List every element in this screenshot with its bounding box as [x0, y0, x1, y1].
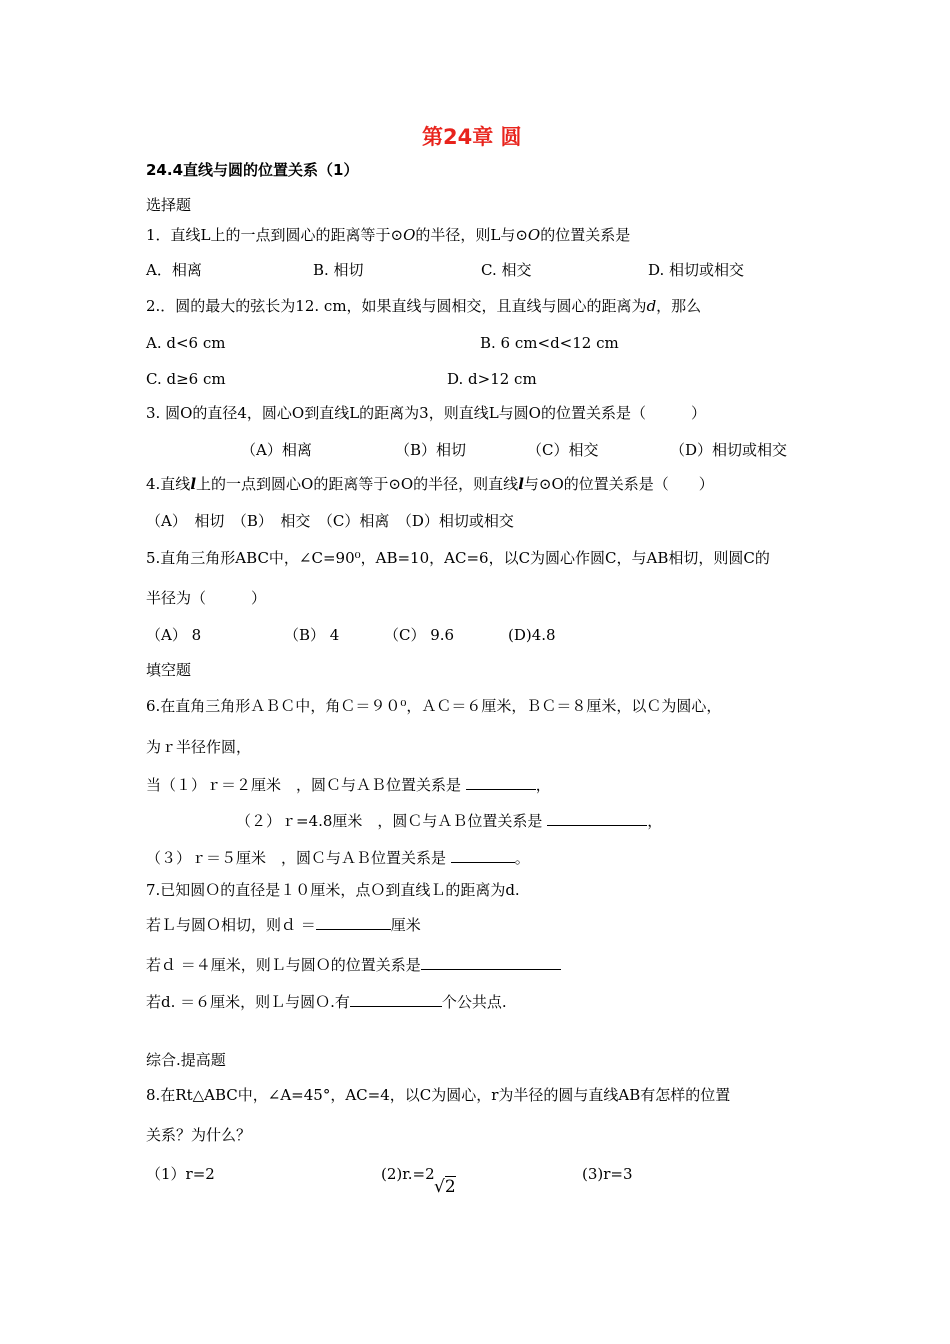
q2-option-b: B. 6 cm<d<12 cm — [480, 334, 619, 352]
answer-blank[interactable] — [547, 809, 647, 826]
answer-blank[interactable] — [316, 913, 391, 930]
question-2: 2.．圆的最大的弦长为12. cm，如果直线与圆相交，且直线与圆心的距离为d，那么 — [146, 297, 702, 315]
heading-choice: 选择题 — [146, 196, 192, 214]
section-heading: 24.4直线与圆的位置关系（1） — [146, 161, 359, 179]
question-1: 1．直线L上的一点到圆心的距离等于⊙O的半径，则L与⊙O的位置关系是 — [146, 226, 631, 244]
q3-option-c: （C）相交 — [527, 441, 599, 459]
q5-option-c: （C） 9.6 — [384, 626, 455, 644]
question-3: 3. 圆O的直径4，圆心O到直线L的距离为3，则直线L与圆O的位置关系是（ ） — [146, 404, 706, 422]
answer-blank[interactable] — [350, 990, 442, 1007]
q4-options: （A） 相切 （B） 相交 （C）相离 （D）相切或相交 — [146, 512, 514, 530]
q8-case-3: (3)r=3 — [582, 1165, 633, 1183]
question-7-part3: 若d. ＝６厘米，则Ｌ与圆Ｏ.有 个公共点. — [146, 990, 507, 1012]
q5-option-d: (D)4.8 — [508, 626, 556, 644]
question-6-line2: 为ｒ半径作圆， — [146, 738, 252, 756]
answer-blank[interactable] — [421, 953, 561, 970]
q1-option-d: D. 相切或相交 — [648, 261, 745, 279]
q3-option-b: （B）相切 — [395, 441, 467, 459]
question-6-line1: 6.在直角三角形ＡＢＣ中，角Ｃ＝９０⁰，ＡＣ＝６厘米，ＢＣ＝８厘米，以Ｃ为圆心， — [146, 697, 722, 715]
heading-fill: 填空题 — [146, 661, 192, 679]
q1-option-a: A．相离 — [146, 261, 202, 279]
answer-blank[interactable] — [466, 773, 536, 790]
q8-case-1: （1）r=2 — [146, 1165, 215, 1183]
question-5-line2: 半径为（ ） — [146, 589, 267, 607]
q1-option-c: C. 相交 — [481, 261, 532, 279]
q5-option-b: （B） 4 — [284, 626, 340, 644]
page-title: 第24章 圆 — [422, 125, 522, 149]
q2-option-d: D. d>12 cm — [447, 370, 537, 388]
question-8-line1: 8.在Rt△ABC中，∠A=45°，AC=4，以C为圆心，r为半径的圆与直线AB有怎样的位置 — [146, 1086, 731, 1104]
question-7-part1: 若Ｌ与圆Ｏ相切，则ｄ ＝ 厘米 — [146, 913, 421, 935]
q2-option-a: A. d<6 cm — [146, 334, 226, 352]
question-5-line1: 5.直角三角形ABC中，∠C=90⁰，AB=10，AC=6，以C为圆心作圆C，与AB相切，则圆C的 — [146, 549, 770, 567]
question-8-line2: 关系？为什么？ — [146, 1126, 252, 1144]
question-7-line1: 7.已知圆Ｏ的直径是１０厘米，点Ｏ到直线Ｌ的距离为d. — [146, 881, 520, 899]
answer-blank[interactable] — [451, 846, 515, 863]
question-4: 4.直线l上的一点到圆心O的距离等于⊙O的半径，则直线l与⊙O的位置关系是（ ） — [146, 475, 714, 493]
question-6-part2: （２）ｒ=4.8厘米 ，圆Ｃ与ＡＢ位置关系是 ， — [236, 809, 662, 831]
q1-option-b: B. 相切 — [313, 261, 364, 279]
question-6-part1: 当（１）ｒ＝２厘米 ，圆Ｃ与ＡＢ位置关系是 ， — [146, 773, 551, 795]
question-6-part3: （３）ｒ＝５厘米 ，圆Ｃ与ＡＢ位置关系是 。 — [146, 846, 530, 868]
sqrt-expression: √2 — [434, 1177, 456, 1197]
heading-advanced: 综合.提高题 — [146, 1051, 226, 1069]
q3-option-d: （D）相切或相交 — [670, 441, 788, 459]
question-7-part2: 若ｄ ＝４厘米，则Ｌ与圆Ｏ的位置关系是 — [146, 953, 561, 975]
q2-option-c: C. d≥6 cm — [146, 370, 226, 388]
q8-case-2: (2)r.=2 — [381, 1165, 435, 1183]
q3-option-a: （A）相离 — [241, 441, 312, 459]
q5-option-a: （A） 8 — [146, 626, 202, 644]
